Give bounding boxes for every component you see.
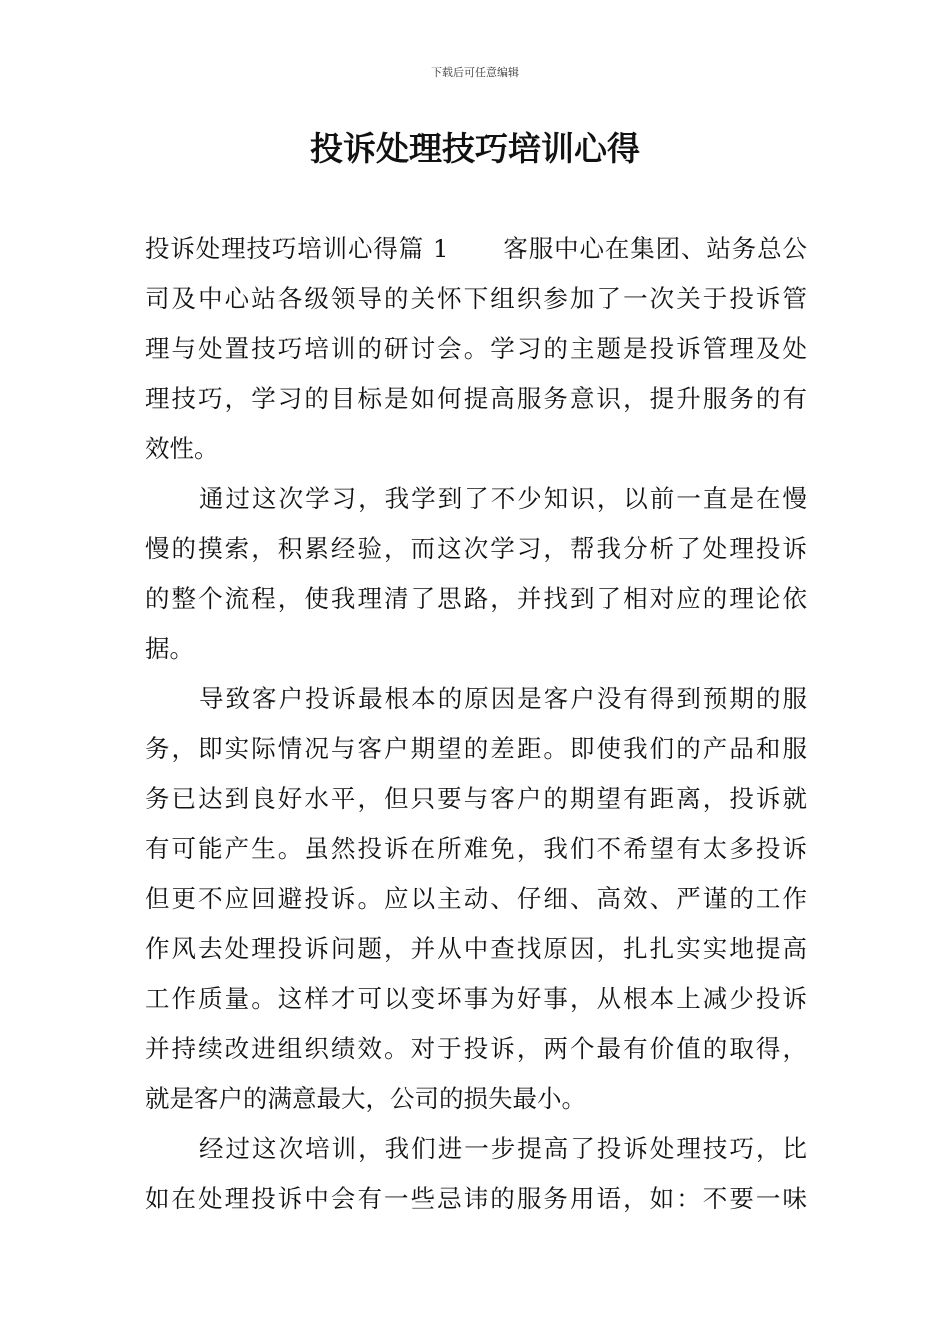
paragraph-3-line-5: 但更不应回避投诉。应以主动、仔细、高效、严谨的工作 [145,884,807,913]
paragraph-1-line-4: 理技巧，学习的目标是如何提高服务意识，提升服务的有 [145,384,807,413]
paragraph-3-line-8: 并持续改进组织绩效。对于投诉，两个最有价值的取得， [145,1034,807,1063]
paragraph-2-line-1: 通过这次学习，我学到了不少知识，以前一直是在慢 [199,484,807,513]
page-header-note: 下载后可任意编辑 [431,66,519,79]
paragraph-1-line-5: 效性。 [145,434,219,463]
paragraph-4-line-2: 如在处理投诉中会有一些忌讳的服务用语，如：不要一味 [145,1184,807,1213]
paragraph-1-line-3: 理与处置技巧培训的研讨会。学习的主题是投诉管理及处 [145,334,807,363]
paragraph-3-line-6: 作风去处理投诉问题，并从中查找原因，扎扎实实地提高 [145,934,807,963]
paragraph-text: 客服中心在集团、站务总公 [502,234,807,263]
paragraph-2-line-2: 慢的摸索，积累经验，而这次学习，帮我分析了处理投诉 [145,534,807,563]
paragraph-3-line-1: 导致客户投诉最根本的原因是客户没有得到预期的服 [199,684,807,713]
section-heading: 投诉处理技巧培训心得篇 1 [145,234,449,263]
paragraph-3-line-9: 就是客户的满意最大，公司的损失最小。 [145,1084,586,1113]
paragraph-2-line-4: 据。 [145,634,194,663]
paragraph-4-line-1: 经过这次培训，我们进一步提高了投诉处理技巧，比 [199,1134,807,1163]
document-title: 投诉处理技巧培训心得 [310,129,640,168]
paragraph-3-line-3: 务已达到良好水平，但只要与客户的期望有距离，投诉就 [145,784,807,813]
paragraph-3-line-4: 有可能产生。虽然投诉在所难免，我们不希望有太多投诉 [145,834,807,863]
paragraph-1-line-2: 司及中心站各级领导的关怀下组织参加了一次关于投诉管 [145,284,807,313]
paragraph-3-line-2: 务，即实际情况与客户期望的差距。即使我们的产品和服 [145,734,807,763]
paragraph-2-line-3: 的整个流程，使我理清了思路，并找到了相对应的理论依 [145,584,807,613]
document-body [145,224,807,1224]
paragraph-3-line-7: 工作质量。这样才可以变坏事为好事，从根本上减少投诉 [145,984,807,1013]
paragraph-1-line-1 [145,224,807,274]
